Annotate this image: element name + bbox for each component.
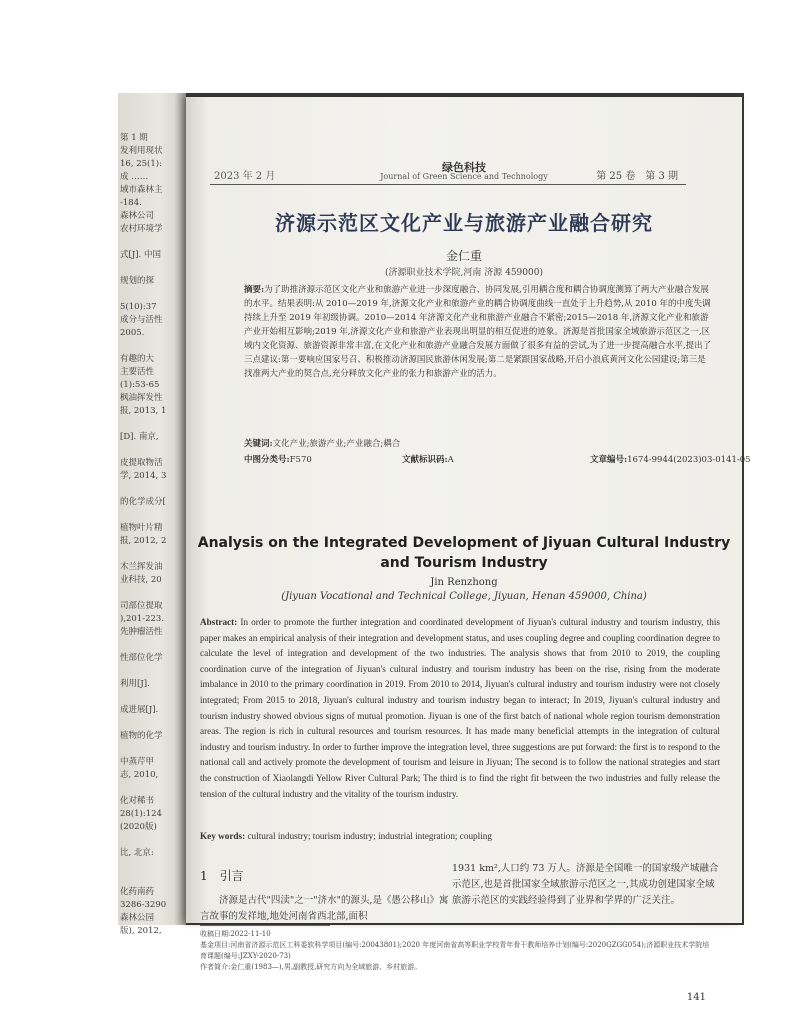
previous-page-line: 域市森林主 (120, 185, 163, 195)
header-journal-cn: 绿色科技 (442, 161, 486, 174)
clc-value: F570 (289, 455, 312, 465)
previous-page-line: 3286-3290 (120, 900, 167, 910)
article-number (590, 453, 751, 465)
previous-page-edge (118, 93, 186, 936)
previous-page-line: 比, 北京: (120, 848, 154, 858)
previous-page-line: 司部位提取 (120, 601, 163, 611)
doc-code-value: A (447, 455, 454, 465)
en-keywords-label: Key words: (200, 831, 246, 841)
previous-page-line: 的化学成分[ (120, 497, 166, 507)
previous-page-line: [D]. 南京, (120, 432, 159, 442)
en-title: Analysis on the Integrated Development of Jiyuan Cultural Industry and Tourism Industry (197, 535, 731, 571)
page-number: 141 (686, 992, 706, 1003)
clc-number (244, 453, 312, 465)
cn-abstract (244, 283, 714, 381)
header-journal-en: Journal of Green Science and Technology (380, 172, 548, 181)
previous-page-line: 成进展[J]. (120, 705, 159, 715)
previous-page-line: 木兰挥发油 (120, 562, 163, 572)
section-heading: 1 引言 (200, 869, 244, 883)
previous-page-line: 规划的探 (120, 276, 155, 286)
cn-abstract-label: 摘要: (244, 285, 265, 295)
previous-page-line: 化药南药 (120, 887, 155, 897)
previous-page-line: 中蒸芹甲 (120, 757, 155, 767)
previous-page-line: 皮提取物活 (120, 458, 163, 468)
body-right-paragraph: 1931 km²,人口约 73 万人。济源是全国唯一的国家级产城融合示范区,也是首批国家全域旅游示范区之一,其成功创建国家全域旅游示范区的实践经验得到了业界和学界的广泛关注。 (452, 863, 719, 906)
cn-author: 金仁重 (445, 249, 482, 263)
previous-page-line: 第 1 期 (120, 133, 148, 143)
en-affiliation: (Jiyuan Vocational and Technical College, Jiyuan, Henan 459000, China) (281, 591, 647, 602)
previous-page-line: 版), 2012, (120, 926, 162, 936)
previous-page-line: 5(10):37 (120, 302, 157, 312)
previous-page-line: 报, 2012, 2 (120, 536, 167, 546)
header-rule (210, 184, 686, 185)
cn-keywords-label: 关键词: (244, 439, 273, 449)
article-no-value: 1674-9944(2023)03-0141-05 (627, 455, 751, 465)
header-date: 2023 年 2 月 (214, 171, 276, 182)
previous-page-line: 2005. (120, 328, 145, 338)
previous-page-line: 农村环境学 (120, 224, 163, 234)
previous-page-line: 16, 25(1): (120, 159, 162, 169)
cn-title: 济源示范区文化产业与旅游产业融合研究 (275, 211, 653, 235)
previous-page-line: 性部位化学 (120, 653, 163, 663)
en-keywords (200, 831, 720, 841)
cn-abstract-text: 为了助推济源示范区文化产业和旅游产业进一步深度融合、协同发展,引用耦合度和耦合协调度测算了两大产业融合发展的水平。结果表明:从 2010—2019 年,济源文化产业和旅游产业的耦合协调度曲线一直处于上升趋势,从 2010 年的中度失调持续上升至 2019 年初级协调。2010—2014 年济源文化产业和旅游产业融合不紧密;2015—2018 年,济源文化产业和旅游产业开始相互影响;2019 年,济源文化产业和旅游产业表现出明显的相互促进的迹象。济源是首批国家全域旅游示范区之一,区域内文化资源、旅游资源非常丰富,在文化产业和旅游产业融合发展方面做了很多有益的尝试,为了进一步提高融合水平,提出了三点建议:第一要响应国家号召、积极推动济源国民旅游休闲发展;第二是紧跟国家战略,开启小浪底黄河文化公园建设;第三是找准两大产业的契合点,充分释放文化产业的张力和旅游产业的活力。 (244, 285, 712, 379)
previous-page-line: 志, 2010, (120, 770, 159, 780)
body-left-paragraph: 济源是古代"四渎"之一"济水"的源头,是《愚公移山》寓言故事的发祥地,地处河南省西北部,面积 (200, 895, 449, 922)
doc-code-label: 文献标识码: (402, 455, 448, 465)
previous-page-line: 化对稀书 (120, 796, 155, 806)
previous-page-line: 学, 2014, 3 (120, 471, 167, 481)
en-author: Jin Renzhong (430, 577, 498, 588)
document-code (402, 453, 454, 465)
previous-page-line: (1):53-65 (120, 380, 160, 390)
previous-page-line: 式[J]. 中国 (120, 250, 161, 260)
en-abstract (200, 615, 720, 802)
previous-page-line: 主要活性 (120, 367, 155, 377)
previous-page-line: 成 …… (120, 172, 149, 182)
footnote-author-bio: 作者简介:金仁重(1983—),男,副教授,研究方向为全域旅游、乡村旅游。 (200, 963, 422, 971)
cn-keywords (244, 437, 714, 451)
clc-label: 中图分类号: (244, 455, 290, 465)
cn-keywords-text: 文化产业;旅游产业;产业融合;耦合 (272, 439, 401, 449)
previous-page-line: 利用[J]. (120, 679, 150, 689)
previous-page-line: 枫油挥发性 (120, 393, 163, 403)
en-abstract-label: Abstract: (200, 617, 238, 627)
previous-page-line: 成分与活性 (120, 315, 163, 325)
header-volume: 第 25 卷 第 3 期 (596, 171, 678, 182)
previous-page-line: 先肿瘤活性 (120, 627, 163, 637)
previous-page-line: (2020版) (120, 822, 157, 832)
previous-page-line: 28(1):124 (120, 809, 162, 819)
previous-page-line: -184. (120, 198, 142, 208)
article-no-label: 文章编号: (590, 455, 628, 465)
en-keywords-text: cultural industry; tourism industry; industrial integration; coupling (247, 831, 492, 841)
previous-page-line: 森林公司 (120, 211, 155, 221)
footnote-received: 收稿日期:2022-11-10 (200, 930, 271, 938)
previous-page-line: 植物叶片精 (120, 523, 163, 533)
previous-page-line: 森林公园 (120, 913, 155, 923)
binding-shadow (174, 93, 186, 925)
previous-page-line: 业科技, 20 (120, 575, 162, 585)
footnote-rule (200, 925, 330, 926)
previous-page-line: 报, 2013, 1 (120, 406, 167, 416)
journal-page (186, 97, 751, 1003)
previous-page-line: 植物的化学 (120, 731, 163, 741)
en-abstract-text: In order to promote the further integration and coordinated development of Jiyuan's cultural industry and tourism industry, this paper makes an empirical analysis of their integration and development status, and uses coupling degree and coupling coordination degree to calculate the level of integration and development of the two industries. The analysis shows that from 2010 to 2019, the coupling coordination curve of the integration of Jiyuan's cultural industry and tourism industry has been on the rise, rising from the moderate imbalance in 2010 to the primary coordination in 2019. From 2010 to 2014, Jiyuan's cultural industry and tourism industry were not closely integrated; From 2015 to 2018, Jiyuan's cultural industry and tourism industry began to interact; In 2019, Jiyuan's cultural industry and tourism industry showed obvious signs of mutual promotion. Jiyuan is one of the first batch of national whole region tourism demonstration areas. The region is rich in cultural resources and tourism resources. It has made many beneficial attempts in the integration of cultural industry and tourism industry. In order to further improve the integration level, three suggestions are put forward: the first is to respond to the national call and actively promote the development of tourism and leisure in Jiyuan; The second is to follow the national strategies and start the construction of Xiaolangdi Yellow River Cultural Park; The third is to find the right fit between the two industries and fully release the tension of the cultural industry and the vitality of the tourism industry. (200, 617, 721, 799)
cn-affiliation: (济源职业技术学院,河南 济源 459000) (385, 268, 543, 278)
previous-page-line: 发利用现状 (120, 146, 163, 156)
footnote-fund: 基金项目:河南省济源示范区工科委软科学项目(编号:20043801);2020 年度河南省高等职业学校青年骨干教师培养计划(编号:2020GZGG054);济源职业技术学院培育课题(编号:JZXY-2020-73) (200, 941, 710, 960)
previous-page-line: 有趣的大 (120, 354, 155, 364)
previous-page-line: ),201-223. (120, 614, 165, 624)
